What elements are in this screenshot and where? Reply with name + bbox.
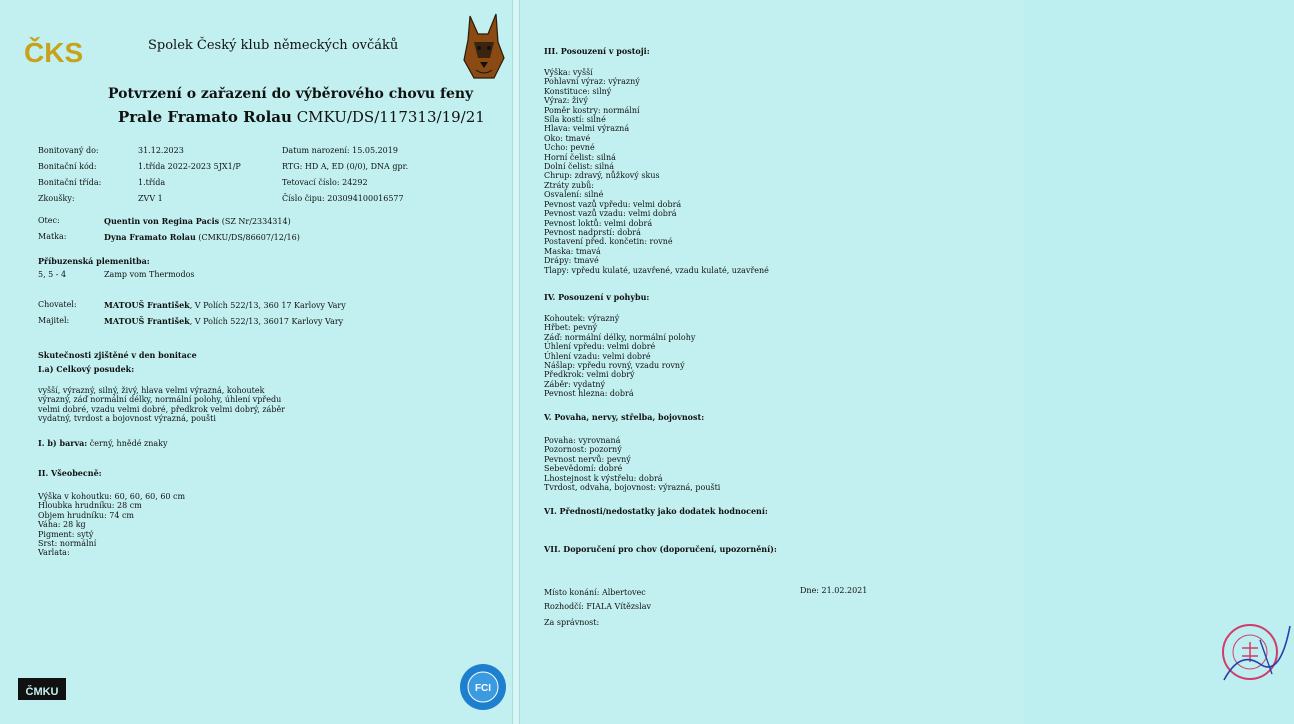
- postoj-heading: III. Posouzení v postoji:: [544, 46, 650, 56]
- pohyb-line: Hřbet: pevný: [544, 323, 598, 333]
- povaha-line: Pevnost nervů: pevný: [544, 454, 631, 464]
- majitel-label: Majitel:: [38, 316, 70, 325]
- club-logo: [22, 30, 84, 70]
- postoj-line: Oko: tmavé: [544, 133, 591, 143]
- matka-reg: (CMKU/DS/86607/12/16): [198, 233, 300, 242]
- matka-label: Matka:: [38, 232, 67, 241]
- povaha-line: Tvrdost, odvaha, bojovnost: výrazná, poušti: [544, 483, 721, 493]
- tattoo-number: Tetovací číslo: 24292: [282, 178, 368, 187]
- judge: Rozhodčí: FIALA Vítězslav: [544, 602, 651, 611]
- povaha-line: Lhostejnost k výstřelu: dobrá: [544, 473, 663, 483]
- vseobecne-line: Pigment: sytý: [38, 529, 94, 539]
- otec-reg: (SZ Nr/2334314): [221, 217, 291, 226]
- postoj-line: Výška: vyšší: [544, 68, 593, 77]
- vseobecne-line: Váha: 28 kg: [38, 520, 86, 530]
- vseobecne-heading: II. Všeobecně:: [38, 468, 102, 478]
- svg-text:ČKS: ČKS: [24, 37, 84, 68]
- barva: [38, 438, 167, 449]
- document-title: Potvrzení o zařazení do výběrového chovu feny: [108, 86, 474, 102]
- celkovy-text: [38, 386, 285, 424]
- german-shepherd-head-icon: [460, 12, 506, 82]
- postoj-line: Konstituce: silný: [544, 86, 612, 96]
- vseobecne-line: Objem hrudníku: 74 cm: [38, 510, 135, 520]
- celkovy-line: velmi dobré, vzadu velmi dobré, předkrok velmi dobrý, záběr: [38, 404, 285, 414]
- rtg: RTG: HD A, ED (0/0), DNA gpr.: [282, 162, 409, 171]
- povaha-line: Sebevědomí: dobré: [544, 464, 623, 474]
- doporuceni-heading: VII. Doporučení pro chov (doporučení, upozornění):: [544, 544, 777, 554]
- celkovy-line: vyšší, výrazný, silný, živý, hlava velmi výrazná, kohoutek: [38, 386, 265, 395]
- povaha-heading: V. Povaha, nervy, střelba, bojovnost:: [544, 412, 705, 422]
- postoj-line: Síla kostí: silné: [544, 115, 606, 125]
- matka: [104, 232, 300, 243]
- postoj-line: Pevnost vazů vzadu: velmi dobrá: [544, 209, 677, 219]
- bonitovany-do-label: Bonitovaný do:: [38, 146, 99, 155]
- dog-registration: CMKU/DS/117313/19/21: [296, 108, 485, 126]
- postoj-line: Tlapy: vpředu kulaté, uzavřené, vzadu kulaté, uzavřené: [544, 265, 769, 275]
- bonitovany-do-value: 31.12.2023: [138, 146, 184, 155]
- dog-name: Prale Framato Rolau: [118, 108, 292, 126]
- misto-konani: Místo konání: Albertovec: [544, 588, 646, 597]
- skutecnosti-heading: Skutečnosti zjištěné v den bonitace: [38, 350, 197, 360]
- stamp-with-signature: [1220, 620, 1294, 686]
- chovatel: [104, 300, 346, 311]
- celkovy-heading: I.a) Celkový posudek:: [38, 364, 135, 374]
- postoj-line: Pohlavní výraz: výrazný: [544, 77, 640, 87]
- right-page: [520, 0, 1024, 724]
- postoj-list: [544, 68, 769, 275]
- postoj-line: Hlava: velmi výrazná: [544, 124, 630, 134]
- pohyb-line: Nášlap: vpředu rovný, vzadu rovný: [544, 361, 685, 371]
- majitel: [104, 316, 343, 327]
- postoj-line: Osvalení: silné: [544, 190, 604, 200]
- vseobecne-line: Hloubka hrudníku: 28 cm: [38, 501, 142, 511]
- birth-date: Datum narození: 15.05.2019: [282, 146, 398, 155]
- pohyb-line: Úhlení vpředu: velmi dobré: [544, 342, 656, 352]
- cmku-logo: [16, 674, 68, 704]
- bonitacni-kod-value: 1.třída 2022-2023 5JX1/P: [138, 162, 241, 171]
- inbreeding-dog: Zamp vom Thermodos: [104, 270, 195, 279]
- majitel-name: MATOUŠ František: [104, 316, 190, 326]
- postoj-line: Pevnost vazů vpředu: velmi dobrá: [544, 199, 682, 209]
- zkousky-value: ZVV 1: [138, 194, 163, 203]
- bonitacni-trida-value: 1.třída: [138, 178, 166, 187]
- left-page: [0, 0, 512, 724]
- povaha-line: Pozornost: pozorný: [544, 445, 622, 455]
- pohyb-line: Záď: normální délky, normální polohy: [544, 332, 696, 342]
- postoj-line: Ucho: pevné: [544, 143, 595, 153]
- postoj-line: Horní čelist: silná: [544, 152, 616, 162]
- pohyb-heading: IV. Posouzení v pohybu:: [544, 292, 650, 302]
- pohyb-line: Kohoutek: výrazný: [544, 314, 620, 323]
- postoj-line: Postavení před. končetin: rovné: [544, 237, 673, 247]
- inbreeding-degree: 5, 5 - 4: [38, 270, 67, 279]
- postoj-line: Pevnost loktů: velmi dobrá: [544, 218, 653, 228]
- chovatel-name: MATOUŠ František: [104, 300, 190, 310]
- chovatel-label: Chovatel:: [38, 300, 77, 309]
- prednosti-heading: VI. Přednosti/nedostatky jako dodatek hodnocení:: [544, 506, 768, 516]
- fci-logo: [458, 662, 508, 712]
- pohyb-line: Úhlení vzadu: velmi dobré: [544, 351, 651, 361]
- pohyb-line: Pevnost hlezna: dobrá: [544, 389, 634, 399]
- postoj-line: Poměr kostry: normální: [544, 105, 640, 115]
- postoj-line: Dolní čelist: silná: [544, 162, 615, 172]
- majitel-address: , V Polích 522/13, 36017 Karlovy Vary: [189, 317, 344, 326]
- date: Dne: 21.02.2021: [800, 586, 868, 595]
- vseobecne-line: Výška v kohoutku: 60, 60, 60, 60 cm: [38, 492, 186, 501]
- dog-title: [118, 108, 485, 126]
- organization-name: Spolek Český klub německých ovčáků: [148, 38, 399, 53]
- postoj-line: Výraz: živý: [544, 96, 588, 106]
- pohyb-line: Předkrok: velmi dobrý: [544, 370, 635, 380]
- vseobecne-line: Varlata:: [38, 548, 70, 558]
- chip-number: Číslo čipu: 203094100016577: [282, 194, 404, 203]
- povaha-line: Povaha: vyrovnaná: [544, 436, 621, 445]
- bonitacni-trida-label: Bonitační třída:: [38, 178, 102, 187]
- otec: [104, 216, 291, 227]
- zkousky-label: Zkoušky:: [38, 194, 75, 203]
- postoj-line: Ztráty zubů:: [544, 180, 594, 190]
- matka-name: Dyna Framato Rolau: [104, 232, 196, 242]
- celkovy-line: výrazný, záď normální délky, normální polohy, úhlení vpředu: [38, 395, 282, 405]
- otec-label: Otec:: [38, 216, 60, 225]
- barva-value: černý, hnědé znaky: [87, 439, 168, 448]
- barva-heading: I. b) barva:: [38, 438, 88, 448]
- vseobecne-list: [38, 492, 185, 558]
- otec-name: Quentin von Regina Pacis: [104, 216, 220, 226]
- chovatel-address: , V Polích 522/13, 360 17 Karlovy Vary: [189, 301, 346, 310]
- pohyb-list: [544, 314, 695, 399]
- postoj-line: Chrup: zdravý, nůžkový skus: [544, 171, 660, 181]
- inbreeding-heading: Příbuzenská plemenitba:: [38, 256, 150, 266]
- za-spravnost: Za správnost:: [544, 618, 600, 627]
- celkovy-line: vydatný, tvrdost a bojovnost výrazná, poušti: [38, 414, 216, 424]
- postoj-line: Drápy: tmavé: [544, 256, 599, 266]
- vseobecne-line: Srst: normální: [38, 539, 97, 549]
- postoj-line: Maska: tmavá: [544, 246, 601, 256]
- povaha-list: [544, 436, 720, 492]
- bonitacni-kod-label: Bonitační kód:: [38, 162, 97, 171]
- page-fold: [512, 0, 520, 724]
- svg-text:FCI: FCI: [474, 683, 492, 694]
- pohyb-line: Záběr: vydatný: [544, 379, 606, 389]
- svg-text:ČMKU: ČMKU: [25, 686, 59, 698]
- postoj-line: Pevnost nadprstí: dobrá: [544, 227, 641, 237]
